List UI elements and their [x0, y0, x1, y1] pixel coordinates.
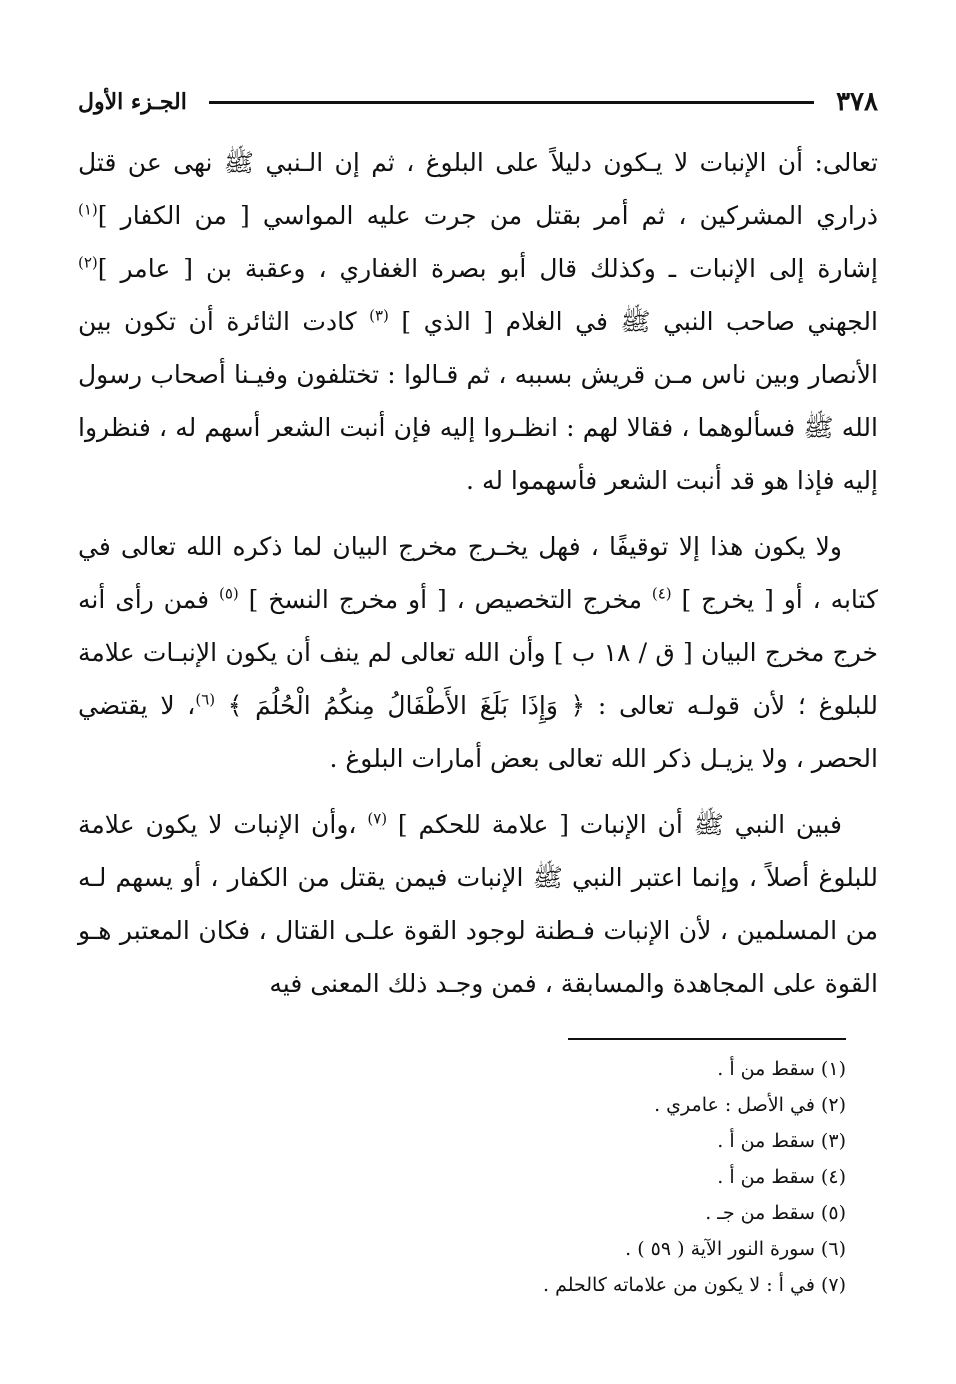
text-segment: الجهني صاحب النبي ﷺ في الغلام [ الذي ] [388, 307, 878, 336]
text-segment: مخرج التخصيص ، [ أو مخرج النسخ ] [238, 585, 652, 614]
footnote-ref-5: (٥) [218, 584, 239, 603]
footnote-7: (٧) في أ : لا يكون من علاماته كالحلم . [542, 1274, 846, 1296]
footnote-ref-7: (٧) [367, 809, 388, 828]
footnote-ref-4: (٤) [651, 584, 672, 603]
page-number: ٣٧٨ [836, 87, 878, 117]
footnote-5: (٥) سقط من جـ . [705, 1202, 846, 1224]
text-segment: فبين النبي ﷺ أن الإنبات [ علامة للحكم ] [387, 810, 842, 839]
text-segment: فمن رأى أنه خرج مخرج البيان [ ق / ١٨ ب ] وأن الله تعالى لم ينف أن يكون الإنبـات علامة للبلوغ ؛ لأن قولـه تعالى : ﴿ وَإِذَا بَلَغَ الأَطْفَالُ مِنكُمُ الْحُلُمَ ﴾ [78, 585, 878, 720]
footnote-ref-1: (١) [78, 200, 98, 219]
footnote-4: (٤) سقط من أ . [717, 1166, 846, 1188]
paragraph-3 [78, 798, 878, 1010]
paragraph-2 [78, 520, 878, 785]
text-segment: ،وأن الإنبات لا يكون علامة للبلوغ أصلاً ، وإنما اعتبر النبي ﷺ الإنبات فيمن يقتل من الكفار ، أو يسهم لـه من المسلمين ، لأن الإنبات فـطنة لوجود القوة علـى القتال ، فكان المعتبر هـو القوة على المجاهدة والمسابقة ، فمن وجـد ذلك المعنى فيه [78, 810, 878, 998]
text-segment: إشارة إلى الإنبات ـ وكذلك قال أبو بصرة الغفاري ، وعقبة بن [ عامر ] [97, 254, 878, 283]
header-rule [209, 101, 814, 104]
footnote-1: (١) سقط من أ . [717, 1058, 846, 1080]
footnote-ref-3: (٣) [369, 306, 389, 325]
footnotes [78, 1051, 846, 1303]
footnote-3: (٣) سقط من أ . [717, 1130, 846, 1152]
footnote-divider [568, 1038, 846, 1040]
text-segment: تعالى: أن الإنبات لا يـكون دليلاً على البلوغ ، ثم إن الـنبي ﷺ نهى عن قتل ذراري المشركين ، ثم أمر بقتل من جرت عليه المواسي [ من الكفار ] [78, 148, 878, 230]
footnote-ref-6: (٦) [195, 690, 216, 709]
text-segment: ولا يكون هذا إلا توقيفًا ، فهل يخـرج مخرج البيان لما ذكره الله تعالى في كتابه ، أو [ يخرج ] [78, 532, 878, 614]
footnote-ref-2: (٢) [78, 253, 98, 272]
text-segment: ، لا يقتضي الحصر ، ولا يزيـل ذكر الله تعالى بعض أمارات البلوغ . [78, 691, 878, 773]
page-header [78, 80, 878, 124]
footnote-2: (٢) في الأصل : عامري . [654, 1094, 846, 1116]
text-segment: كادت الثائرة أن تكون بين الأنصار وبين ناس مـن قريش بسببه ، ثم قـالوا : تختلفون وفيـنا أصحاب رسول الله ﷺ فسألوهما ، فقالا لهم : انظـروا إليه فإن أنبت الشعر أسهم له ، فنظروا إليه فإذا هو قد أنبت الشعر فأسهموا له . [78, 307, 878, 495]
running-title: الجـزء الأول [78, 89, 187, 115]
footnote-6: (٦) سورة النور الآية ( ٥٩ ) . [625, 1238, 846, 1260]
main-text [78, 136, 878, 1023]
paragraph-1 [78, 136, 878, 507]
